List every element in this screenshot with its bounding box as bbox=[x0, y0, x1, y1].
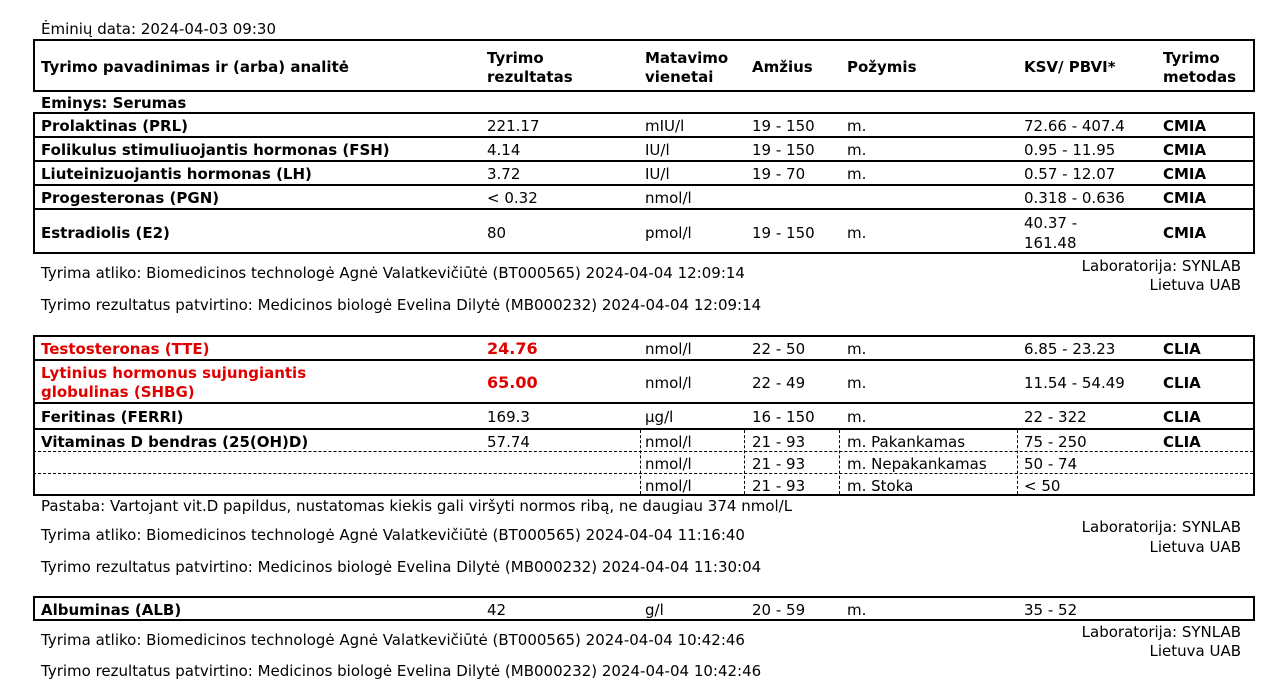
header-unit-line2: vienetai bbox=[645, 68, 714, 86]
method: CMIA bbox=[1163, 224, 1207, 242]
reference-range: 0.318 - 0.636 bbox=[1024, 189, 1125, 207]
header-result-line2: rezultatas bbox=[487, 68, 573, 86]
unit: nmol/l bbox=[645, 477, 692, 495]
analyte-name: Testosteronas (TTE) bbox=[41, 340, 210, 358]
method: CLIA bbox=[1163, 340, 1201, 358]
age-range: 20 - 59 bbox=[752, 601, 806, 619]
result-value: 65.00 bbox=[487, 373, 538, 392]
age-range: 19 - 70 bbox=[752, 165, 806, 183]
unit: nmol/l bbox=[645, 189, 692, 207]
reference-range: 22 - 322 bbox=[1024, 408, 1087, 426]
reference-range-line1: 40.37 - bbox=[1024, 214, 1078, 232]
analyte-name: Liuteinizuojantis hormonas (LH) bbox=[41, 165, 312, 183]
confirmed-by: Tyrimo rezultatus patvirtino: Medicinos biologė Evelina Dilytė (MB000232) 2024-04-04 11:30:04 bbox=[41, 558, 762, 576]
method: CLIA bbox=[1163, 374, 1201, 392]
result-value: 3.72 bbox=[487, 165, 521, 183]
reference-range: 6.85 - 23.23 bbox=[1024, 340, 1116, 358]
age-range: 21 - 93 bbox=[752, 455, 806, 473]
result-value: 4.14 bbox=[487, 141, 521, 159]
laboratory-line2: Lietuva UAB bbox=[1149, 642, 1241, 660]
note: Pastaba: Vartojant vit.D papildus, nustatomas kiekis gali viršyti normos ribą, ne daugiau 374 nmol/L bbox=[41, 497, 793, 515]
unit: nmol/l bbox=[645, 433, 692, 451]
age-range: 21 - 93 bbox=[752, 477, 806, 495]
laboratory-line1: Laboratorija: SYNLAB bbox=[1081, 623, 1241, 641]
analyte-name: Prolaktinas (PRL) bbox=[41, 117, 189, 135]
header-age: Amžius bbox=[752, 58, 813, 76]
result-value: 80 bbox=[487, 224, 507, 242]
feature: m. bbox=[847, 165, 867, 183]
reference-range: < 50 bbox=[1024, 477, 1061, 495]
feature: m. Stoka bbox=[847, 477, 914, 495]
unit: IU/l bbox=[645, 141, 670, 159]
laboratory-line1: Laboratorija: SYNLAB bbox=[1081, 257, 1241, 275]
performed-by: Tyrima atliko: Biomedicinos technologė Agnė Valatkevičiūtė (BT000565) 2024-04-04 11:16:40 bbox=[41, 526, 745, 544]
reference-range: 50 - 74 bbox=[1024, 455, 1078, 473]
age-range: 19 - 150 bbox=[752, 141, 815, 159]
header-method-line1: Tyrimo bbox=[1163, 49, 1220, 67]
laboratory-line2: Lietuva UAB bbox=[1149, 276, 1241, 294]
analyte-name: Folikulus stimuliuojantis hormonas (FSH) bbox=[41, 141, 390, 159]
unit: pmol/l bbox=[645, 224, 692, 242]
feature: m. bbox=[847, 224, 867, 242]
header-method-line2: metodas bbox=[1163, 68, 1237, 86]
feature: m. bbox=[847, 117, 867, 135]
analyte-name-line1: Lytinius hormonus sujungiantis bbox=[41, 364, 307, 382]
feature: m. bbox=[847, 340, 867, 358]
reference-range: 0.57 - 12.07 bbox=[1024, 165, 1116, 183]
unit: g/l bbox=[645, 601, 664, 619]
reference-range: 75 - 250 bbox=[1024, 433, 1087, 451]
unit: µg/l bbox=[645, 408, 674, 426]
unit: mIU/l bbox=[645, 117, 685, 135]
reference-range: 11.54 - 54.49 bbox=[1024, 374, 1125, 392]
feature: m. Nepakankamas bbox=[847, 455, 987, 473]
analyte-name: Estradiolis (E2) bbox=[41, 224, 170, 242]
age-range: 21 - 93 bbox=[752, 433, 806, 451]
unit: nmol/l bbox=[645, 340, 692, 358]
result-value: 42 bbox=[487, 601, 507, 619]
specimen-label: Eminys: Serumas bbox=[41, 94, 187, 112]
analyte-name: Vitaminas D bendras (25(OH)D) bbox=[41, 433, 309, 451]
reference-range-line2: 161.48 bbox=[1024, 234, 1077, 252]
age-range: 22 - 50 bbox=[752, 340, 806, 358]
age-range: 22 - 49 bbox=[752, 374, 806, 392]
unit: nmol/l bbox=[645, 455, 692, 473]
method: CMIA bbox=[1163, 141, 1207, 159]
result-value: 24.76 bbox=[487, 339, 538, 358]
header-unit-line1: Matavimo bbox=[645, 49, 729, 67]
confirmed-by: Tyrimo rezultatus patvirtino: Medicinos biologė Evelina Dilytė (MB000232) 2024-04-04 12:09:14 bbox=[41, 296, 762, 314]
method: CLIA bbox=[1163, 433, 1201, 451]
sample-date: Ėminių data: 2024-04-03 09:30 bbox=[41, 20, 276, 38]
reference-range: 35 - 52 bbox=[1024, 601, 1078, 619]
unit: IU/l bbox=[645, 165, 670, 183]
analyte-name: Progesteronas (PGN) bbox=[41, 189, 220, 207]
feature: m. Pakankamas bbox=[847, 433, 966, 451]
age-range: 19 - 150 bbox=[752, 224, 815, 242]
result-value: 221.17 bbox=[487, 117, 540, 135]
method: CLIA bbox=[1163, 408, 1201, 426]
method: CMIA bbox=[1163, 189, 1207, 207]
result-value: 169.3 bbox=[487, 408, 530, 426]
header-ref: KSV/ PBVI* bbox=[1024, 58, 1116, 76]
analyte-name: Albuminas (ALB) bbox=[41, 601, 182, 619]
unit: nmol/l bbox=[645, 374, 692, 392]
reference-range: 0.95 - 11.95 bbox=[1024, 141, 1116, 159]
feature: m. bbox=[847, 408, 867, 426]
method: CMIA bbox=[1163, 117, 1207, 135]
header-feature: Požymis bbox=[847, 58, 917, 76]
feature: m. bbox=[847, 141, 867, 159]
result-value: 57.74 bbox=[487, 433, 530, 451]
analyte-name-line2: globulinas (SHBG) bbox=[41, 383, 195, 401]
age-range: 19 - 150 bbox=[752, 117, 815, 135]
analyte-name: Feritinas (FERRI) bbox=[41, 408, 184, 426]
laboratory-line2: Lietuva UAB bbox=[1149, 538, 1241, 556]
age-range: 16 - 150 bbox=[752, 408, 815, 426]
header-result-line1: Tyrimo bbox=[487, 49, 544, 67]
result-value: < 0.32 bbox=[487, 189, 538, 207]
feature: m. bbox=[847, 601, 867, 619]
confirmed-by: Tyrimo rezultatus patvirtino: Medicinos biologė Evelina Dilytė (MB000232) 2024-04-04 10:42:46 bbox=[41, 662, 762, 680]
method: CMIA bbox=[1163, 165, 1207, 183]
reference-range: 72.66 - 407.4 bbox=[1024, 117, 1125, 135]
header-name: Tyrimo pavadinimas ir (arba) analitė bbox=[41, 58, 349, 76]
performed-by: Tyrima atliko: Biomedicinos technologė Agnė Valatkevičiūtė (BT000565) 2024-04-04 12:09:14 bbox=[41, 264, 745, 282]
laboratory-line1: Laboratorija: SYNLAB bbox=[1081, 518, 1241, 536]
feature: m. bbox=[847, 374, 867, 392]
performed-by: Tyrima atliko: Biomedicinos technologė Agnė Valatkevičiūtė (BT000565) 2024-04-04 10:42:46 bbox=[41, 631, 745, 649]
